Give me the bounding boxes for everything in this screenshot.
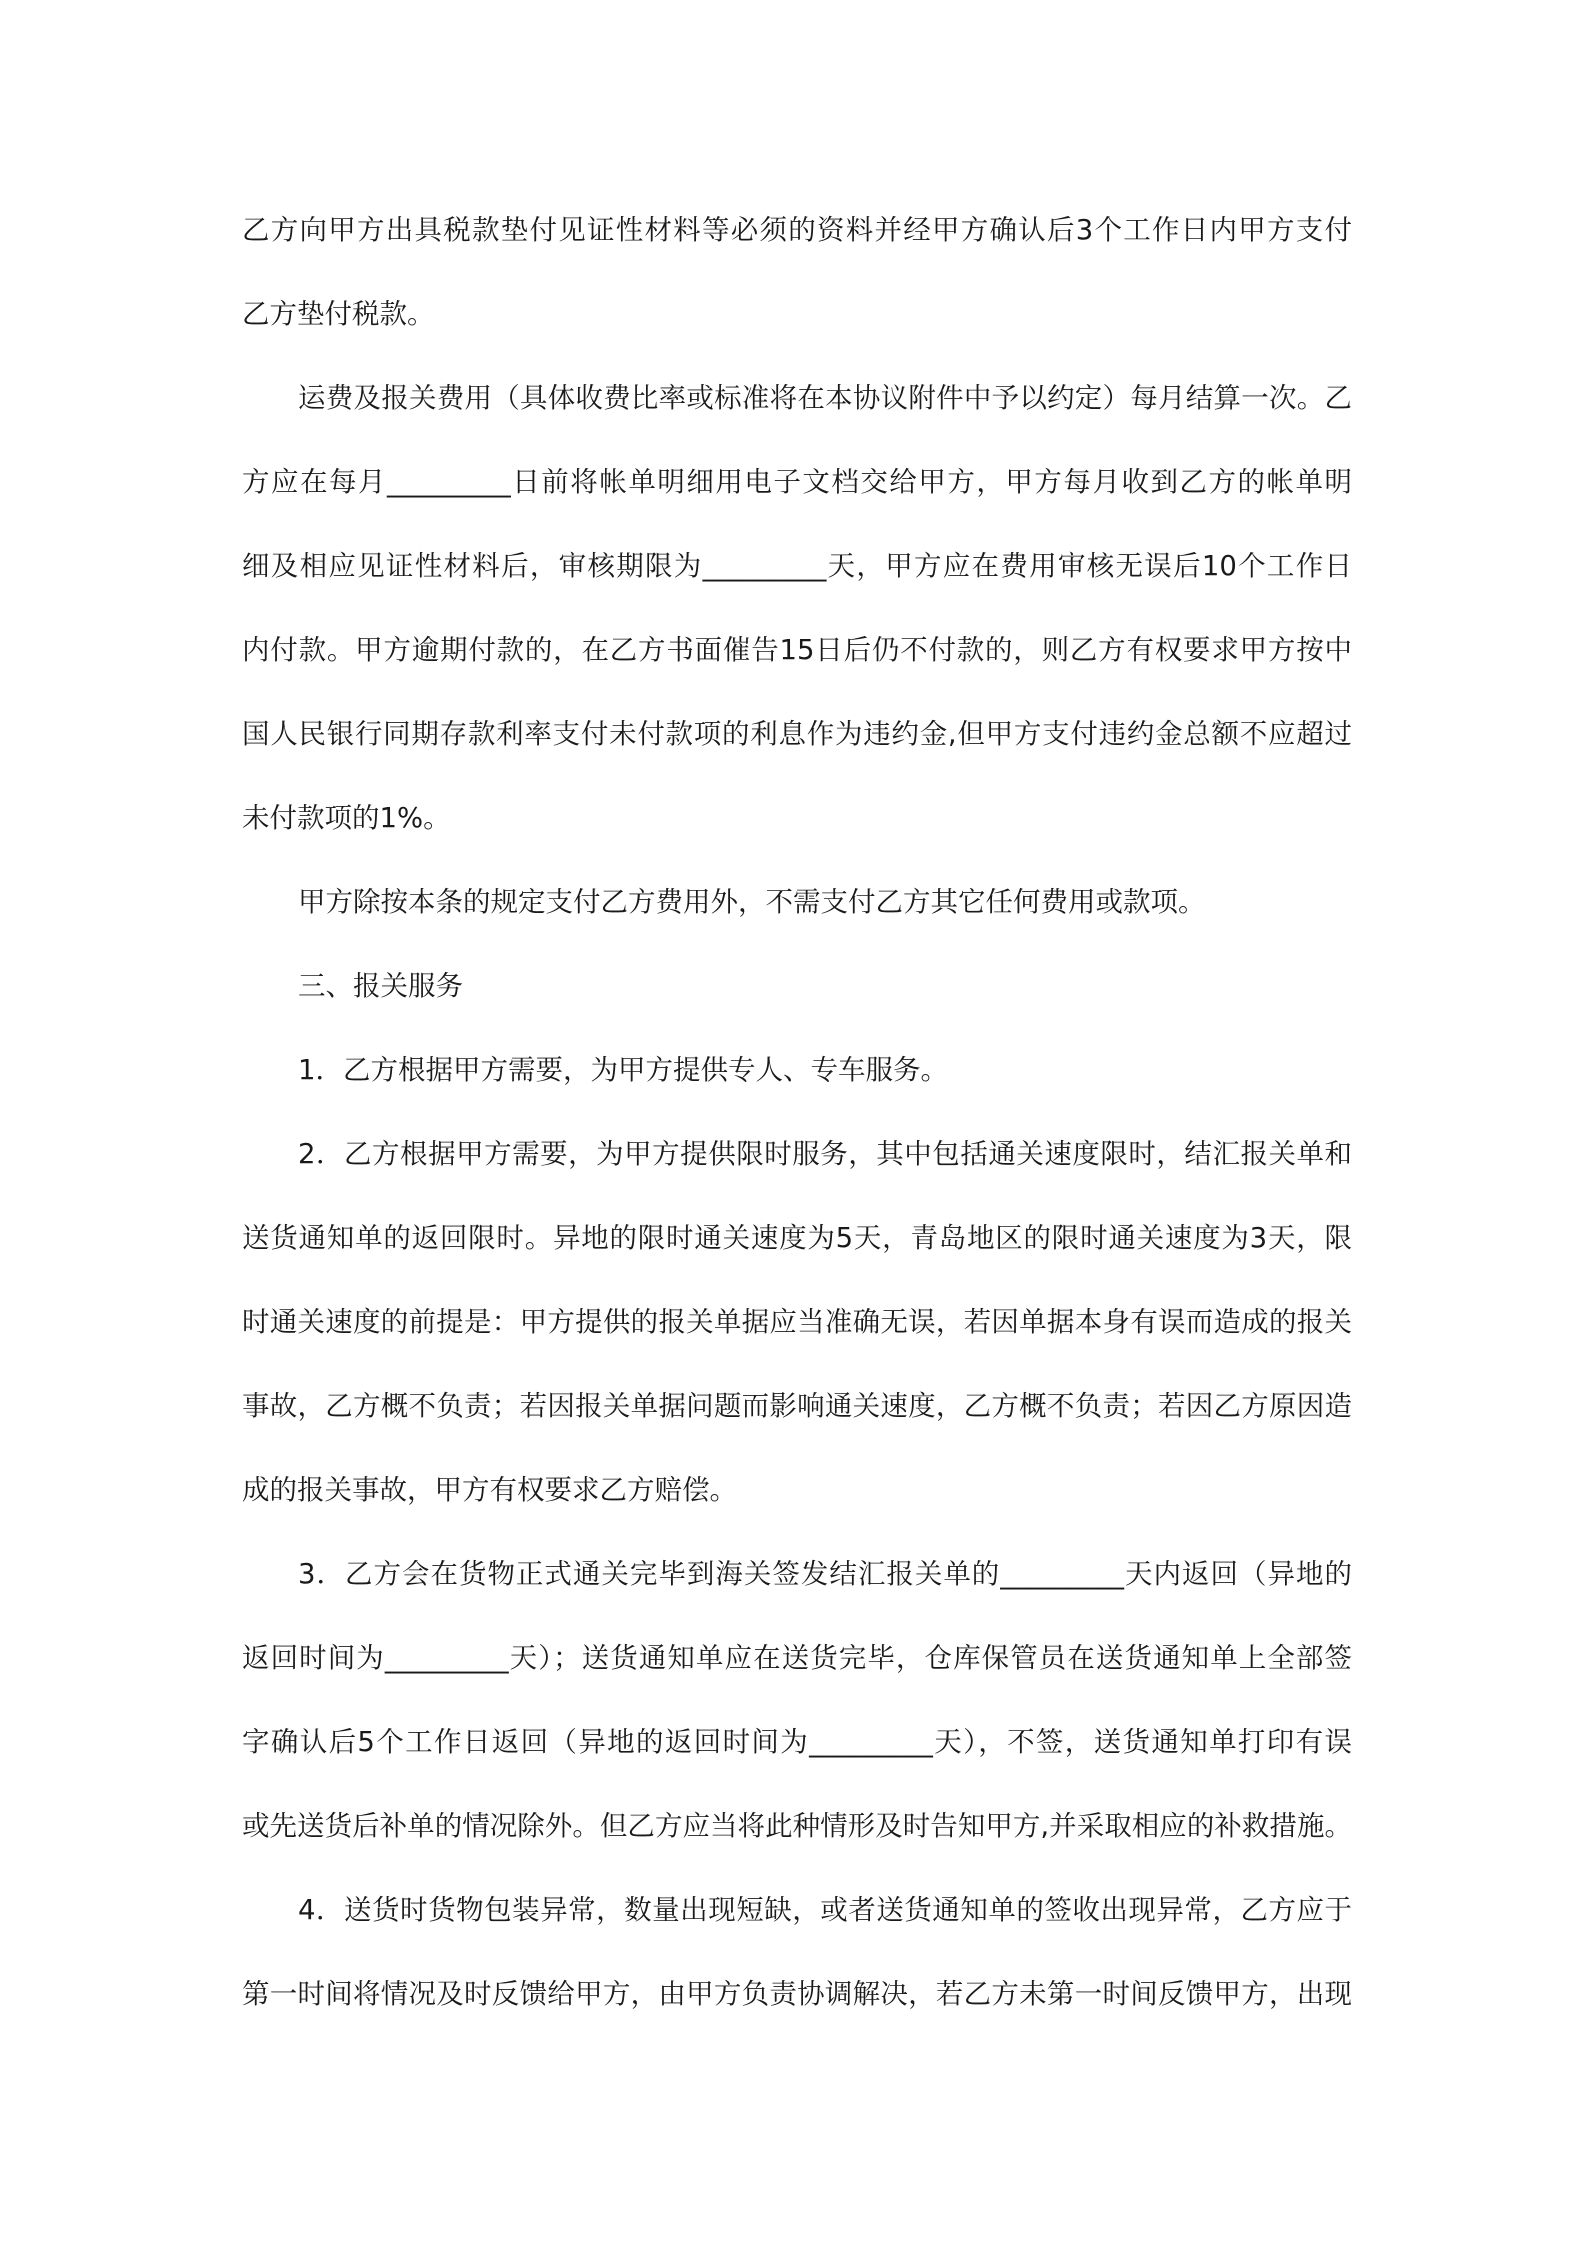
text-line: 细及相应见证性材料后，审核期限为_________天，甲方应在费用审核无误后10个工作日 <box>242 550 1352 582</box>
text-line: 时通关速度的前提是：甲方提供的报关单据应当准确无误，若因单据本身有误而造成的报关 <box>242 1306 1352 1338</box>
text-line: 方应在每月_________日前将帐单明细用电子文档交给甲方，甲方每月收到乙方的帐单明 <box>242 466 1352 498</box>
text-line: 2．乙方根据甲方需要，为甲方提供限时服务，其中包括通关速度限时，结汇报关单和 <box>298 1138 1352 1170</box>
text-line: 送货通知单的返回限时。异地的限时通关速度为5天，青岛地区的限时通关速度为3天，限 <box>242 1222 1352 1254</box>
text-line: 运费及报关费用（具体收费比率或标准将在本协议附件中予以约定）每月结算一次。乙 <box>298 382 1352 414</box>
text-line: 4．送货时货物包装异常，数量出现短缺，或者送货通知单的签收出现异常，乙方应于 <box>298 1894 1352 1926</box>
text-line: 3．乙方会在货物正式通关完毕到海关签发结汇报关单的_________天内返回（异地的 <box>298 1558 1352 1590</box>
text-line: 事故，乙方概不负责；若因报关单据问题而影响通关速度，乙方概不负责；若因乙方原因造 <box>242 1390 1352 1422</box>
text-line: 字确认后5个工作日返回（异地的返回时间为_________天），不签，送货通知单打印有误 <box>242 1726 1352 1758</box>
text-line: 甲方除按本条的规定支付乙方费用外，不需支付乙方其它任何费用或款项。 <box>298 886 1206 918</box>
text-line: 未付款项的1%。 <box>242 802 451 834</box>
document-body <box>242 205 1352 2053</box>
text-line: 国人民银行同期存款利率支付未付款项的利息作为违约金,但甲方支付违约金总额不应超过 <box>242 718 1352 750</box>
text-line: 乙方垫付税款。 <box>242 298 435 330</box>
text-line: 乙方向甲方出具税款垫付见证性材料等必须的资料并经甲方确认后3个工作日内甲方支付 <box>242 214 1352 246</box>
text-line: 或先送货后补单的情况除外。但乙方应当将此种情形及时告知甲方,并采取相应的补救措施。 <box>242 1810 1352 1842</box>
text-line: 三、报关服务 <box>298 970 463 1002</box>
text-line: 第一时间将情况及时反馈给甲方，由甲方负责协调解决，若乙方未第一时间反馈甲方，出现 <box>242 1978 1352 2010</box>
text-line: 1．乙方根据甲方需要，为甲方提供专人、专车服务。 <box>298 1054 948 1086</box>
text-line: 返回时间为_________天）；送货通知单应在送货完毕，仓库保管员在送货通知单上全部签 <box>242 1642 1352 1674</box>
text-line: 内付款。甲方逾期付款的，在乙方书面催告15日后仍不付款的，则乙方有权要求甲方按中 <box>242 634 1352 666</box>
text-line: 成的报关事故，甲方有权要求乙方赔偿。 <box>242 1474 737 1506</box>
